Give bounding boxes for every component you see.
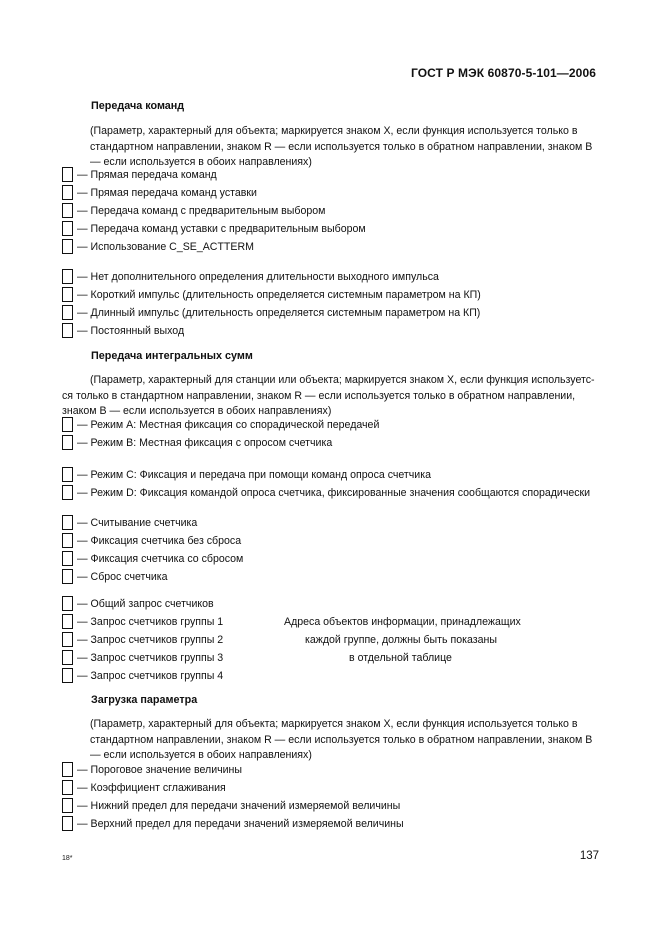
checkbox-label: — Использование C_SE_ACTTERM	[77, 240, 254, 253]
checkbox-row	[62, 268, 439, 286]
description-line: ся только в стандартном направлении, знаком R — если используется только в обратном направлении,	[62, 389, 576, 402]
group-note-line: в отдельной таблице	[349, 652, 452, 664]
checkbox-row	[62, 514, 197, 532]
checkbox[interactable]	[62, 287, 73, 302]
section-title-commands: Передача команд	[91, 100, 185, 112]
description-line: (Параметр, характерный для станции или объекта; маркируется знаком X, если функция используетс-	[90, 374, 595, 386]
checkbox-label: — Нижний предел для передачи значений измеряемой величины	[77, 799, 401, 812]
checkbox-label: — Общий запрос счетчиков	[77, 597, 214, 610]
checkbox-label: — Передача команд уставки с предварительным выбором	[77, 222, 366, 235]
checkbox-label: — Режим A: Местная фиксация со спорадической передачей	[77, 418, 380, 431]
checkbox-label: — Короткий импульс (длительность определяется системным параметром на КП)	[77, 288, 481, 301]
description-text: (Параметр, характерный для объекта; маркируется знаком X, если функция используется только в стандартном направлении, знаком R — если используется только в обратном направлении, знаком B — если используется в обоих направлениях)	[90, 125, 593, 168]
checkbox[interactable]	[62, 798, 73, 813]
checkbox[interactable]	[62, 239, 73, 254]
checkbox-row	[62, 238, 254, 256]
section-title-parameter-load: Загрузка параметра	[91, 694, 198, 706]
checkbox-row	[62, 631, 223, 649]
checkbox-row	[62, 797, 400, 815]
group-note-line: каждой группе, должны быть показаны	[305, 634, 497, 646]
description-text: (Параметр, характерный для объекта; маркируется знаком X, если функция используется только в стандартном направлении, знаком R — если используется только в обратном направлении, знаком B — если используется в обоих направлениях)	[90, 718, 593, 761]
checkbox[interactable]	[62, 485, 73, 500]
checkbox[interactable]	[62, 780, 73, 795]
section-description-parameter-load	[62, 717, 600, 764]
checkbox-label: — Верхний предел для передачи значений измеряемой величины	[77, 817, 404, 830]
checkbox-label: — Фиксация счетчика со сбросом	[77, 552, 244, 565]
section-title-integrated-totals: Передача интегральных сумм	[91, 350, 253, 362]
checkbox-row	[62, 815, 404, 833]
checkbox[interactable]	[62, 467, 73, 482]
checkbox-row	[62, 484, 590, 502]
checkbox-label: — Прямая передача команд уставки	[77, 186, 257, 199]
checkbox-label: — Режим C: Фиксация и передача при помощи команд опроса счетчика	[77, 468, 431, 481]
checkbox[interactable]	[62, 816, 73, 831]
checkbox[interactable]	[62, 614, 73, 629]
section-description-integrated-totals	[62, 373, 600, 420]
checkbox[interactable]	[62, 435, 73, 450]
checkbox-label: — Запрос счетчиков группы 3	[77, 651, 224, 664]
group-note-line: Адреса объектов информации, принадлежащих	[284, 616, 521, 628]
checkbox-row	[62, 304, 480, 322]
checkbox-label: — Прямая передача команд	[77, 168, 217, 181]
checkbox-row	[62, 649, 223, 667]
checkbox[interactable]	[62, 596, 73, 611]
checkbox-row	[62, 568, 168, 586]
checkbox-row	[62, 532, 241, 550]
checkbox[interactable]	[62, 269, 73, 284]
checkbox[interactable]	[62, 533, 73, 548]
checkbox-row	[62, 613, 223, 631]
checkbox-label: — Сброс счетчика	[77, 570, 168, 583]
footer-mark: 18*	[62, 855, 73, 862]
checkbox-row	[62, 761, 242, 779]
checkbox-label: — Режим D: Фиксация командой опроса счетчика, фиксированные значения сообщаются спорадически	[77, 486, 591, 499]
checkbox[interactable]	[62, 305, 73, 320]
checkbox[interactable]	[62, 762, 73, 777]
checkbox[interactable]	[62, 632, 73, 647]
document-header: ГОСТ Р МЭК 60870-5-101—2006	[411, 66, 596, 80]
checkbox-row	[62, 416, 379, 434]
checkbox-row	[62, 202, 325, 220]
checkbox-row	[62, 595, 214, 613]
checkbox-label: — Запрос счетчиков группы 4	[77, 669, 224, 682]
checkbox-row	[62, 434, 332, 452]
checkbox[interactable]	[62, 551, 73, 566]
checkbox-label: — Пороговое значение величины	[77, 763, 243, 776]
checkbox[interactable]	[62, 668, 73, 683]
checkbox-label: — Запрос счетчиков группы 1	[77, 615, 224, 628]
checkbox-row	[62, 550, 243, 568]
description-line: знаком B — если используется в обоих направлениях)	[62, 405, 332, 417]
checkbox[interactable]	[62, 417, 73, 432]
checkbox-row	[62, 322, 184, 340]
checkbox-label: — Запрос счетчиков группы 2	[77, 633, 224, 646]
checkbox[interactable]	[62, 569, 73, 584]
checkbox-label: — Постоянный выход	[77, 324, 185, 337]
page-number: 137	[579, 850, 599, 862]
checkbox-label: — Режим B: Местная фиксация с опросом счетчика	[77, 436, 333, 449]
checkbox[interactable]	[62, 203, 73, 218]
section-description-commands	[62, 124, 600, 171]
checkbox-row	[62, 466, 431, 484]
checkbox-row	[62, 220, 366, 238]
checkbox-label: — Передача команд с предварительным выбором	[77, 204, 326, 217]
checkbox-row	[62, 166, 217, 184]
checkbox[interactable]	[62, 323, 73, 338]
checkbox[interactable]	[62, 221, 73, 236]
checkbox-label: — Фиксация счетчика без сброса	[77, 534, 242, 547]
checkbox-label: — Длинный импульс (длительность определяется системным параметром на КП)	[77, 306, 481, 319]
checkbox-row	[62, 667, 223, 685]
checkbox-label: — Считывание счетчика	[77, 516, 198, 529]
checkbox-label: — Коэффициент сглаживания	[77, 781, 226, 794]
checkbox[interactable]	[62, 167, 73, 182]
checkbox-row	[62, 184, 257, 202]
checkbox[interactable]	[62, 515, 73, 530]
checkbox-label: — Нет дополнительного определения длительности выходного импульса	[77, 270, 439, 283]
checkbox[interactable]	[62, 185, 73, 200]
checkbox-row	[62, 779, 226, 797]
checkbox-row	[62, 286, 481, 304]
checkbox[interactable]	[62, 650, 73, 665]
